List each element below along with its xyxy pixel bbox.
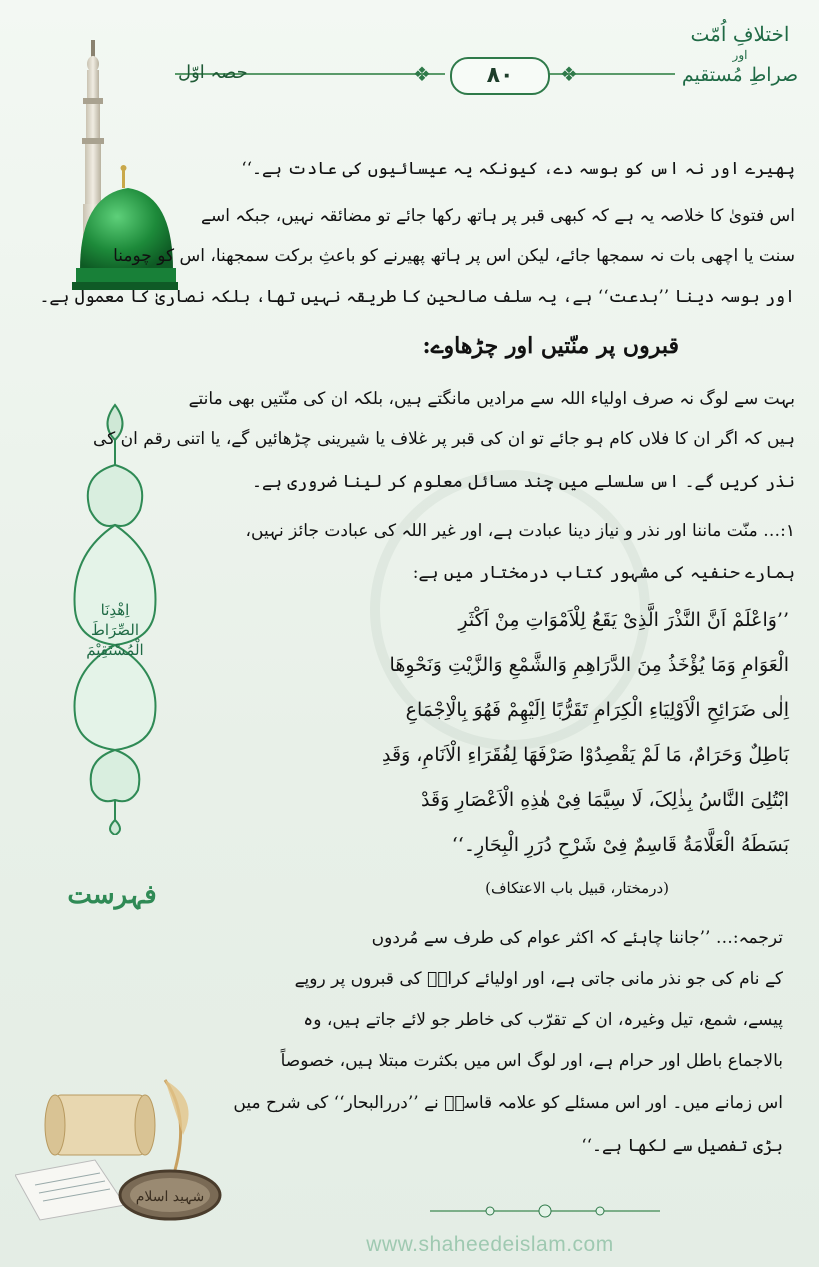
scroll-quill-image xyxy=(15,1075,225,1225)
footer-ornament-icon xyxy=(430,1200,660,1222)
book-title-line-2: اور xyxy=(732,48,748,62)
translation-line-6: بڑی تفصیل سے لکھا ہے۔‘‘ xyxy=(581,1136,783,1156)
reference: (درمختار، قبیل باب الاعتکاف) xyxy=(485,879,669,897)
translation-line-4: بالاجماع باطل اور حرام ہے، اور لوگ اس میں بکثرت مبتلا ہیں، خصوصاً xyxy=(280,1051,783,1071)
frame-calligraphy-line-1: اِهْدِنَا الصِّرَاطَ xyxy=(90,601,140,639)
paragraph-2-line-3: اور بوسہ دینا ’’بدعت‘‘ ہے، یہ سلف صالحین کا طریقہ نہیں تھا، بلکہ نصاریٰ کا معمول ہے۔ xyxy=(39,287,795,307)
paragraph-3-line-2: ہیں کہ اگر ان کا فلاں کام ہو جائے تو ان کی قبر پر غلاف یا شیرینی چڑھائیں گے، یا اتنی رقم ان کی xyxy=(93,429,795,449)
header-ornament-right-icon: ❖ xyxy=(560,62,578,86)
paragraph-1: پھیرے اور نہ اس کو بوسہ دے، کیونکہ یہ عیسائیوں کی عادت ہے۔‘‘ xyxy=(241,159,795,179)
svg-text:شہید اسلام: شہید اسلام xyxy=(135,1189,205,1205)
arabic-quote-line-6: بَسَطَهُ الْعَلَّامَةُ قَاسِمٌ فِیْ شَرْحِ دُرَرِ الْبِحَارِ۔‘‘ xyxy=(451,834,789,856)
paragraph-4-line-1: ۱:… منّت ماننا اور نذر و نیاز دینا عبادت ہے، اور غیر اللہ کی عبادت جائز نہیں، xyxy=(245,521,795,541)
book-title xyxy=(680,22,800,86)
section-heading: قبروں پر منّتیں اور چڑھاوے: xyxy=(422,333,679,359)
translation-line-5: اس زمانے میں۔ اور اس مسئلے کو علامہ قاسمؒ نے ’’دررالبحار‘‘ کی شرح میں xyxy=(233,1093,783,1113)
paragraph-2-line-2: سنت یا اچھی بات نہ سمجھا جائے، لیکن اس پر ہاتھ پھیرنے کو باعثِ برکت سمجھنا، اس کو چومنا xyxy=(113,246,795,266)
translation-line-3: پیسے، شمع، تیل وغیرہ، ان کے تقرّب کی خاطر جو لائے جاتے ہیں، وہ xyxy=(303,1010,783,1030)
website-link[interactable]: www.shaheedeislam.com xyxy=(366,1233,614,1256)
translation-line-1: ترجمہ:… ’’جاننا چاہئے کہ اکثر عوام کی طرف سے مُردوں xyxy=(371,928,783,948)
arabic-quote-line-4: بَاطِلٌ وَحَرَامٌ، مَا لَمْ یَقْصِدُوْا صَرْفَهَا لِفُقَرَاءِ الْاَنَامِ، وَقَدِ xyxy=(382,744,789,766)
index-link[interactable]: فہرست xyxy=(67,880,157,910)
header-ornament-left-icon: ❖ xyxy=(413,62,431,86)
paragraph-3-line-3: نذر کریں گے۔ اس سلسلے میں چند مسائل معلوم کر لینا ضروری ہے۔ xyxy=(252,472,795,492)
frame-calligraphy xyxy=(78,600,152,660)
page-number: ۸۰ xyxy=(450,57,550,95)
translation-line-2: کے نام کی جو نذر مانی جاتی ہے، اور اولیائے کرامؒ کی قبروں پر روپے xyxy=(294,969,783,989)
frame-calligraphy-line-2: الْمُسْتَقِیْمَ xyxy=(86,641,144,659)
book-title-line-3: صراطِ مُستقیم xyxy=(681,64,799,86)
paragraph-3-line-1: بہت سے لوگ نہ صرف اولیاء اللہ سے مرادیں مانگتے ہیں، بلکہ ان کی منّتیں بھی مانتے xyxy=(188,389,795,409)
part-label: حصہ اوّل xyxy=(178,62,248,83)
paragraph-2-line-1: اس فتویٰ کا خلاصہ یہ ہے کہ کبھی قبر پر ہاتھ رکھا جائے تو مضائقہ نہیں، جبکہ اسے xyxy=(201,206,795,226)
paragraph-4-line-2: ہمارے حنفیہ کی مشہور کتاب درمختار میں ہے: xyxy=(412,563,795,583)
book-title-line-1: اختلافِ اُمّت xyxy=(690,22,790,46)
green-dome-minaret-image xyxy=(58,20,178,320)
arabic-quote-line-3: اِلٰی ضَرَائِحِ الْاَوْلِیَاءِ الْکِرَامِ تَقَرُّبًا اِلَیْهِمْ فَهُوَ بِالْاِجْمَاعِ xyxy=(405,699,789,721)
arabic-quote-line-5: ابْتُلِیَ النَّاسُ بِذٰلِکَ، لَا سِیَّمَا فِیْ هٰذِهِ الْاَعْصَارِ وَقَدْ xyxy=(421,789,789,811)
arabic-quote-line-1: ’’وَاعْلَمْ اَنَّ النَّذْرَ الَّذِیْ یَقَعُ لِلْاَمْوَاتِ مِنْ اَکْثَرِ xyxy=(458,609,789,631)
arabic-quote-line-2: الْعَوَامِ وَمَا یُؤْخَذُ مِنَ الدَّرَاهِمِ وَالشَّمْعِ وَالزَّیْتِ وَنَحْوِهَا xyxy=(389,654,789,676)
